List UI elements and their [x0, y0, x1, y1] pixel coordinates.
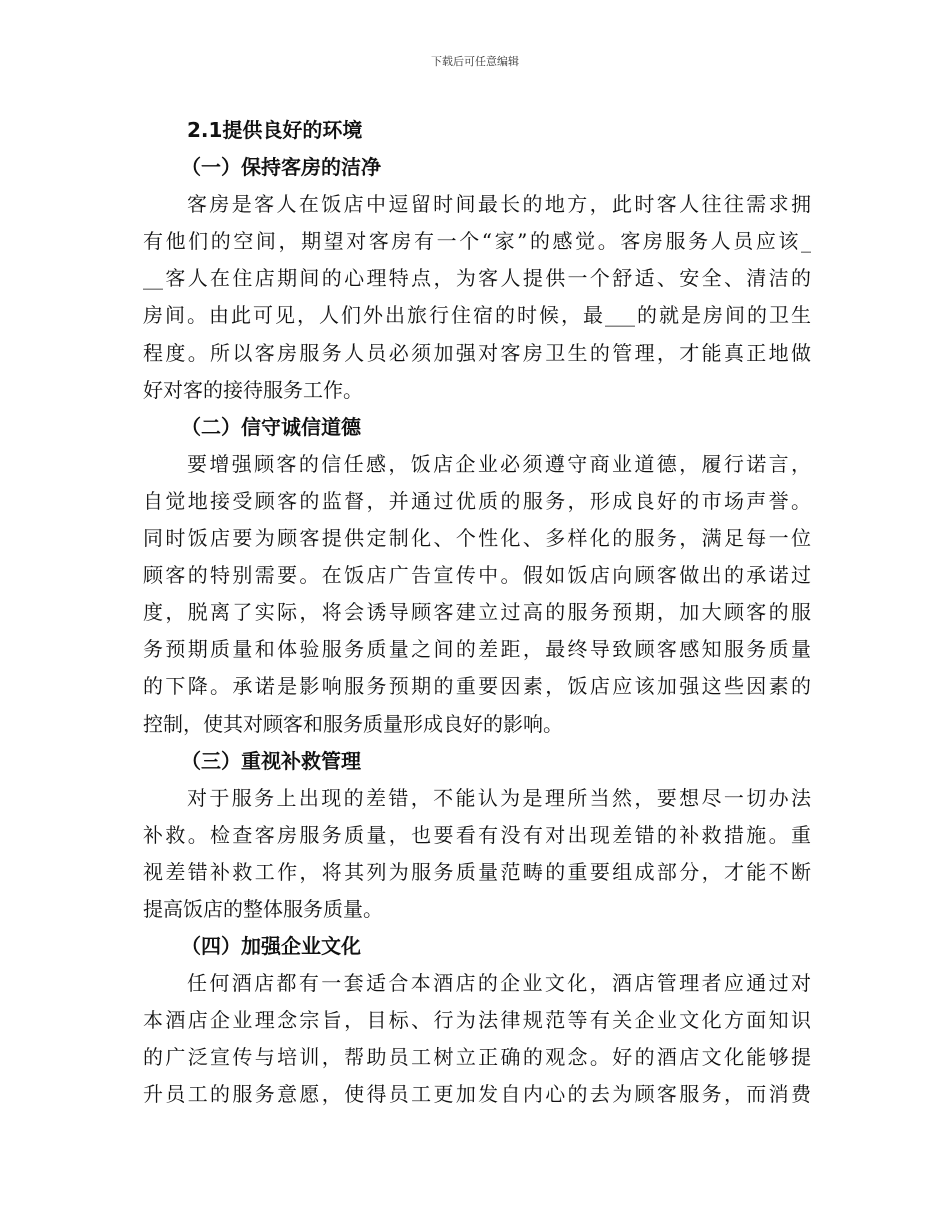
paragraph-line: 的广泛宣传与培训，帮助员工树立正确的观念。好的酒店文化能够提 — [143, 1045, 811, 1070]
paragraph-line: 自觉地接受顾客的监督，并通过优质的服务，形成良好的市场声誉。 — [143, 488, 811, 513]
subsection-title-4: （四）加强企业文化 — [181, 934, 361, 959]
paragraph-line: 提高饭店的整体服务质量。 — [143, 896, 383, 921]
paragraph-line: 补救。检查客房服务质量，也要看有没有对出现差错的补救措施。重 — [143, 822, 811, 847]
paragraph-line: 好对客的接待服务工作。 — [143, 377, 363, 402]
paragraph-line: 务预期质量和体验服务质量之间的差距，最终导致顾客感知服务质量 — [143, 637, 811, 662]
paragraph-line: 顾客的特别需要。在饭店广告宣传中。假如饭店向顾客做出的承诺过 — [143, 563, 811, 588]
paragraph-line: 房间。由此可见，人们外出旅行住宿的时候，最___的就是房间的卫生 — [143, 303, 811, 328]
paragraph-line: 要增强顾客的信任感，饭店企业必须遵守商业道德，履行诺言， — [187, 451, 811, 476]
subsection-title-2: （二）信守诚信道德 — [181, 414, 361, 439]
paragraph-line: 度，脱离了实际，将会诱导顾客建立过高的服务预期，加大顾客的服 — [143, 600, 811, 625]
paragraph-line: 控制，使其对顾客和服务质量形成良好的影响。 — [143, 711, 563, 736]
subsection-title-3: （三）重视补救管理 — [181, 748, 361, 773]
paragraph-line: 升员工的服务意愿，使得员工更加发自内心的去为顾客服务，而消费 — [143, 1082, 811, 1107]
paragraph-line: 客房是客人在饭店中逗留时间最长的地方，此时客人往往需求拥 — [187, 192, 811, 217]
document-body — [143, 112, 811, 1114]
section-title: 2.1提供良好的环境 — [187, 118, 363, 142]
paragraph-line: 视差错补救工作，将其列为服务质量范畴的重要组成部分，才能不断 — [143, 859, 811, 884]
page-header-note: 下载后可任意编辑 — [431, 55, 519, 68]
paragraph-line: 同时饭店要为顾客提供定制化、个性化、多样化的服务，满足每一位 — [143, 526, 811, 551]
paragraph-line: 有他们的空间，期望对客房有一个“家”的感觉。客房服务人员应该_ — [143, 229, 811, 254]
paragraph-line: __客人在住店期间的心理特点，为客人提供一个舒适、安全、清洁的 — [143, 266, 811, 291]
subsection-title-1: （一）保持客房的洁净 — [181, 155, 381, 180]
paragraph-line: 本酒店企业理念宗旨，目标、行为法律规范等有关企业文化方面知识 — [143, 1008, 811, 1033]
paragraph-line: 的下降。承诺是影响服务预期的重要因素，饭店应该加强这些因素的 — [143, 674, 811, 699]
paragraph-line: 任何酒店都有一套适合本酒店的企业文化，酒店管理者应通过对 — [187, 971, 811, 996]
paragraph-line: 对于服务上出现的差错，不能认为是理所当然，要想尽一切办法 — [187, 785, 811, 810]
paragraph-line: 程度。所以客房服务人员必须加强对客房卫生的管理，才能真正地做 — [143, 340, 811, 365]
